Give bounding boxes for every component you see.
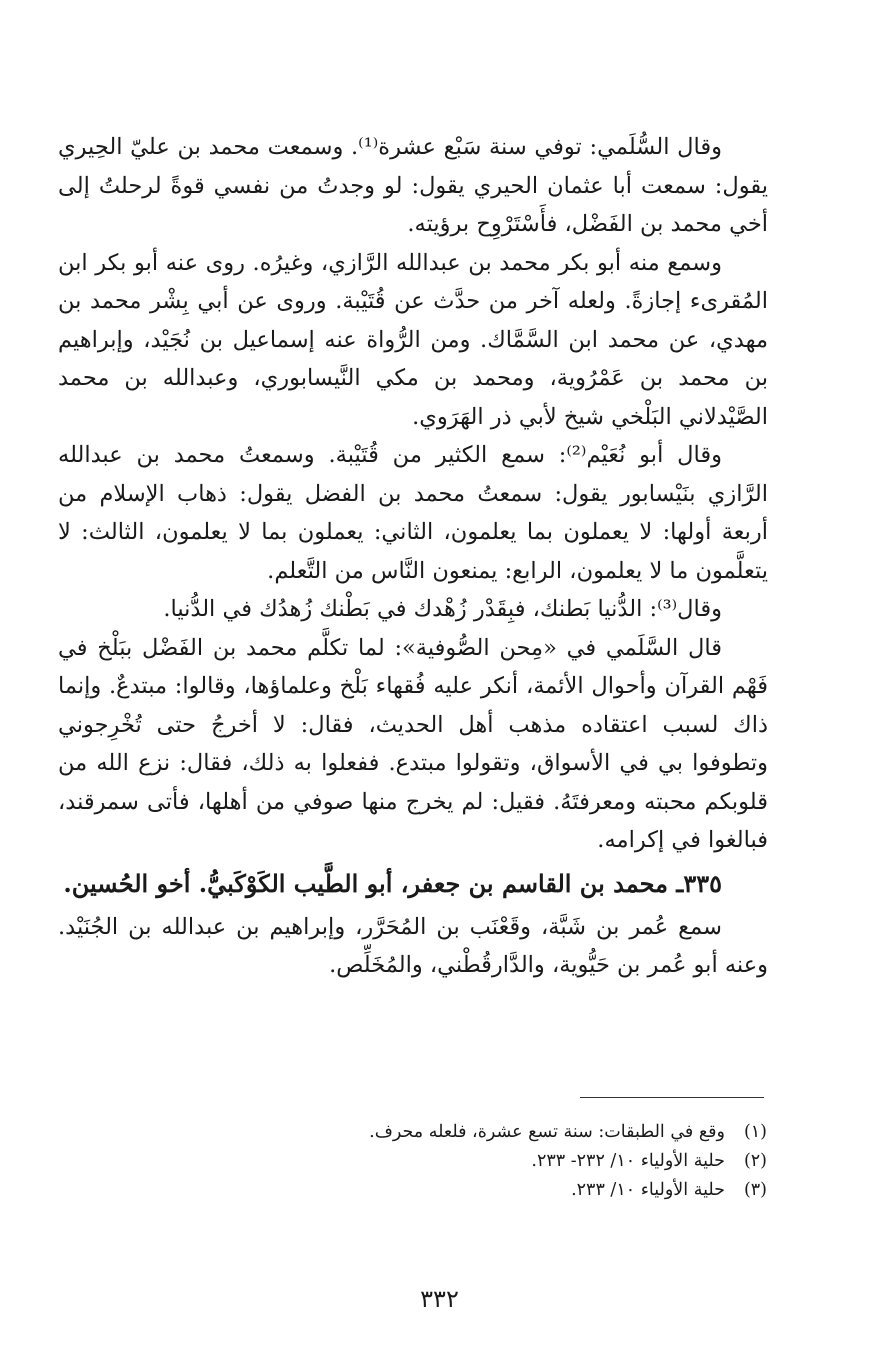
entry-body: سمع عُمر بن شَبَّة، وقَعْنَب بن المُحَرَّر، وإبراهيم بن عبدالله بن الجُنَيْد. وعنه أبو عُمر بن حَيُّوية، والدَّارقُطْني، والمُخَلِّص.: [58, 913, 768, 978]
footnote-number: (٢): [743, 1151, 767, 1171]
paragraph-2: وسمع منه أبو بكر محمد بن عبدالله الرَّازي، وغيرُه. روى عنه أبو بكر ابن المُقرىء إجازةً. ولعله آخر من حدَّث عن قُتَيْبة. وروى عن أبي بِشْر محمد بن مهدي، عن محمد ابن السَّمَّاك. ومن الرُّواة عنه إسماعيل بن نُجَيْد، وإبراهيم بن محمد بن عَمْرُوية، ومحمد بن مكي النَّيسابوري، وعبدالله بن محمد الصَّيْدلاني البَلْخي شيخ لأبي ذر الهَرَوي.: [58, 249, 768, 430]
footnote-number: (٣): [743, 1180, 767, 1200]
entry-text: [58, 908, 768, 985]
page-number: ٣٣٢: [420, 1285, 459, 1313]
paragraph-1: وقال السُّلَمي: توفي سنة سَبْع عشرة⁽¹⁾. وسمعت محمد بن عليّ الحِيري يقول: سمعت أبا عثمان الحيري يقول: لو وجدتُ من نفسي قوةً لرحلتُ إلى أخي محمد بن الفَضْل، فأَسْتَرْوِح برؤيته.: [58, 134, 768, 237]
footnotes: [167, 1118, 767, 1205]
paragraph-3: وقال أبو نُعَيْم⁽²⁾: سمع الكثير من قُتَيْبة. وسمعتُ محمد بن عبدالله الرَّازي بنَيْسابور يقول: سمعتُ محمد بن الفضل يقول: ذهاب الإسلام من أربعة أولها: لا يعملون بما يعلمون، الثاني: يعملون بما لا يعلمون، الثالث: لا يتعلَّمون ما لا يعلمون، الرابع: يمنعون النَّاس من التَّعلم.: [58, 442, 768, 584]
footnote-divider: [580, 1097, 764, 1098]
page-body: [58, 128, 768, 985]
paragraph-5: قال السَّلَمي في «مِحن الصُّوفية»: لما تكلَّم محمد بن الفَضْل ببَلْخ في فَهْم القرآن وأحوال الأئمة، أنكر عليه فُقهاء بَلْخ وعلماؤها، وقالوا: مبتدعٌ. وإنما ذاك لسبب اعتقاده مذهب أهل الحديث، فقال: لا أخرجُ حتى تُخْرِجوني وتطوفوا بي في الأسواق، وتقولوا مبتدع. ففعلوا به ذلك، فقال: نزع الله من قلوبكم محبته ومعرفتَهُ. فقيل: لم يخرج منها صوفي من أهلها، فأتى سمرقند، فبالغوا في إكرامه.: [58, 634, 768, 853]
footnote-text: وقع في الطبقات: سنة تسع عشرة، فلعله محرف.: [369, 1122, 725, 1142]
footnote-1: [167, 1118, 767, 1147]
paragraph-4: وقال⁽³⁾: الدُّنيا بَطنك، فبِقَدْر زُهْدك في بَطْنك زُهدُك في الدُّنيا.: [163, 596, 722, 622]
main-text: [58, 128, 768, 860]
footnote-text: حلية الأولياء ١٠/ ٢٣٢- ٢٣٣.: [531, 1151, 725, 1171]
footnote-2: [167, 1147, 767, 1176]
footnote-number: (١): [743, 1122, 767, 1142]
entry-heading: ٣٣٥ـ محمد بن القاسم بن جعفر، أبو الطَّيب الكَوْكَبيُّ. أخو الحُسين.: [63, 868, 722, 898]
footnote-text: حلية الأولياء ١٠/ ٢٣٣.: [571, 1180, 725, 1200]
footnote-3: [167, 1176, 767, 1205]
